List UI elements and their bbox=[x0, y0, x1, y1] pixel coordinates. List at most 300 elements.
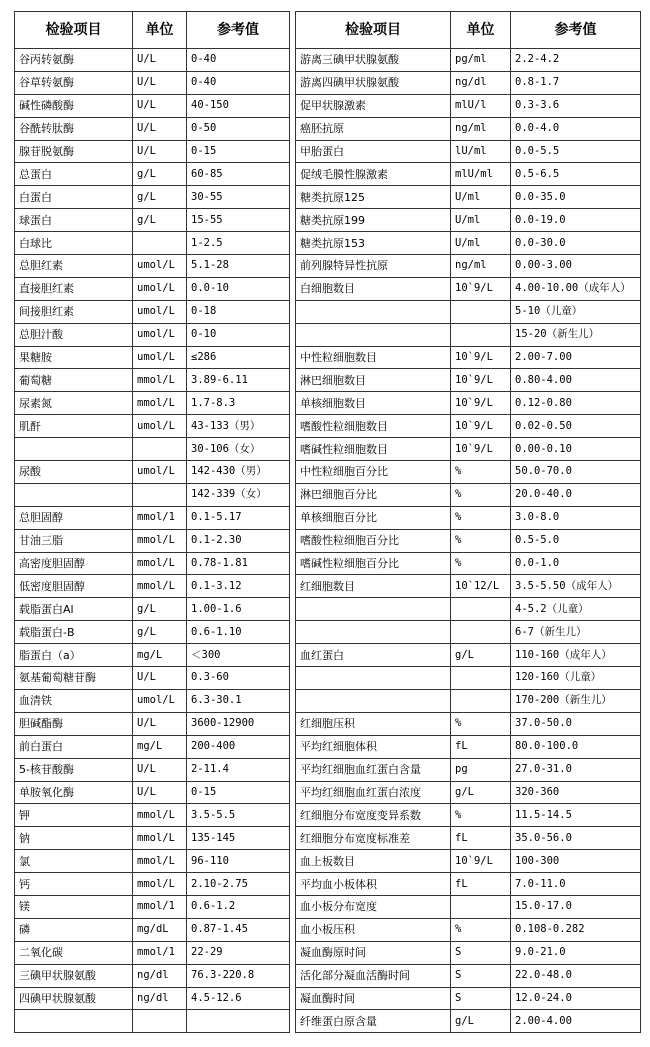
table-row bbox=[15, 232, 290, 255]
test-unit: ng/dl bbox=[451, 71, 511, 94]
test-unit: g/L bbox=[133, 621, 187, 644]
reference-range: 5.1-28 bbox=[187, 255, 290, 278]
reference-range: 0-40 bbox=[187, 71, 290, 94]
test-unit: U/L bbox=[133, 71, 187, 94]
reference-range: 0.0-10 bbox=[187, 277, 290, 300]
test-unit bbox=[451, 689, 511, 712]
reference-range: 2.10-2.75 bbox=[187, 873, 290, 896]
test-item-name: 前列腺特异性抗原 bbox=[296, 255, 451, 278]
table-row bbox=[296, 1010, 641, 1033]
test-unit: S bbox=[451, 964, 511, 987]
test-item-name: 胆碱酯酶 bbox=[15, 712, 133, 735]
table-row bbox=[296, 529, 641, 552]
reference-range: 2.2-4.2 bbox=[511, 49, 641, 72]
table-row bbox=[296, 232, 641, 255]
test-item-name: 游离四碘甲状腺氨酸 bbox=[296, 71, 451, 94]
reference-range: 12.0-24.0 bbox=[511, 987, 641, 1010]
test-unit: g/L bbox=[133, 163, 187, 186]
reference-range: 1.00-1.6 bbox=[187, 598, 290, 621]
test-item-name: 甘油三脂 bbox=[15, 529, 133, 552]
test-item-name: 血小板压积 bbox=[296, 918, 451, 941]
reference-range: 3.0-8.0 bbox=[511, 506, 641, 529]
test-item-name: 白球比 bbox=[15, 232, 133, 255]
reference-range: 0.108-0.282 bbox=[511, 918, 641, 941]
reference-range: 20.0-40.0 bbox=[511, 483, 641, 506]
test-unit: ng/ml bbox=[451, 117, 511, 140]
test-item-name: 肌酐 bbox=[15, 415, 133, 438]
table-row bbox=[296, 964, 641, 987]
table-row bbox=[15, 827, 290, 850]
test-item-name: 尿酸 bbox=[15, 461, 133, 484]
test-item-name bbox=[15, 438, 133, 461]
table-row bbox=[296, 71, 641, 94]
item-header: 检验项目 bbox=[15, 12, 133, 49]
reference-range: 100-300 bbox=[511, 850, 641, 873]
reference-range: 15-20（新生儿） bbox=[511, 323, 641, 346]
table-row bbox=[15, 644, 290, 667]
reference-range: 0.12-0.80 bbox=[511, 392, 641, 415]
reference-range: 0.5-5.0 bbox=[511, 529, 641, 552]
test-item-name: 镁 bbox=[15, 895, 133, 918]
test-unit: g/L bbox=[451, 644, 511, 667]
reference-range: 0-15 bbox=[187, 140, 290, 163]
test-item-name: 总胆固醇 bbox=[15, 506, 133, 529]
test-item-name: 高密度胆固醇 bbox=[15, 552, 133, 575]
test-item-name bbox=[296, 300, 451, 323]
reference-range: 60-85 bbox=[187, 163, 290, 186]
reference-range: 200-400 bbox=[187, 735, 290, 758]
test-item-name: 总胆汁酸 bbox=[15, 323, 133, 346]
reference-range: 142-339（女） bbox=[187, 483, 290, 506]
test-item-name: 间接胆红素 bbox=[15, 300, 133, 323]
reference-range: 43-133（男） bbox=[187, 415, 290, 438]
test-unit: 10`9/L bbox=[451, 438, 511, 461]
reference-range: 110-160（成年人） bbox=[511, 644, 641, 667]
reference-range: 30-106（女） bbox=[187, 438, 290, 461]
test-unit: U/L bbox=[133, 781, 187, 804]
test-item-name: 谷丙转氨酶 bbox=[15, 49, 133, 72]
test-item-name: 尿素氮 bbox=[15, 392, 133, 415]
reference-range: 35.0-56.0 bbox=[511, 827, 641, 850]
table-row bbox=[15, 575, 290, 598]
table-row bbox=[15, 163, 290, 186]
test-unit: U/L bbox=[133, 758, 187, 781]
test-item-name: 平均红细胞血红蛋白浓度 bbox=[296, 781, 451, 804]
table-row bbox=[296, 49, 641, 72]
test-item-name: 甲胎蛋白 bbox=[296, 140, 451, 163]
test-unit: 10`9/L bbox=[451, 850, 511, 873]
table-row bbox=[15, 758, 290, 781]
reference-range: 0.80-4.00 bbox=[511, 369, 641, 392]
table-row bbox=[296, 552, 641, 575]
test-item-name: 总胆红素 bbox=[15, 255, 133, 278]
test-item-name bbox=[296, 323, 451, 346]
test-unit: % bbox=[451, 529, 511, 552]
test-unit bbox=[451, 323, 511, 346]
reference-range: 27.0-31.0 bbox=[511, 758, 641, 781]
table-row bbox=[15, 804, 290, 827]
test-unit: mg/L bbox=[133, 735, 187, 758]
test-item-name: 载脂蛋白Al bbox=[15, 598, 133, 621]
test-unit: umol/L bbox=[133, 461, 187, 484]
test-item-name: 葡萄糖 bbox=[15, 369, 133, 392]
reference-range: 30-55 bbox=[187, 186, 290, 209]
reference-range: 142-430（男） bbox=[187, 461, 290, 484]
test-unit: umol/L bbox=[133, 255, 187, 278]
test-unit: mmol/1 bbox=[133, 506, 187, 529]
test-unit: % bbox=[451, 552, 511, 575]
table-row bbox=[296, 438, 641, 461]
table-row bbox=[296, 163, 641, 186]
test-unit: mmol/L bbox=[133, 804, 187, 827]
reference-range: ＜300 bbox=[187, 644, 290, 667]
reference-range: 0.8-1.7 bbox=[511, 71, 641, 94]
reference-range: 0.3-3.6 bbox=[511, 94, 641, 117]
test-unit: ng/dl bbox=[133, 964, 187, 987]
reference-range: ≤286 bbox=[187, 346, 290, 369]
table-row bbox=[296, 758, 641, 781]
table-row bbox=[15, 735, 290, 758]
test-item-name: 载脂蛋白-B bbox=[15, 621, 133, 644]
table-row bbox=[15, 506, 290, 529]
test-unit: umol/L bbox=[133, 300, 187, 323]
table-row bbox=[15, 392, 290, 415]
test-unit: U/L bbox=[133, 140, 187, 163]
table-row bbox=[15, 598, 290, 621]
table-row bbox=[296, 735, 641, 758]
test-item-name: 前白蛋白 bbox=[15, 735, 133, 758]
reference-range: 0.02-0.50 bbox=[511, 415, 641, 438]
reference-range: 4.5-12.6 bbox=[187, 987, 290, 1010]
test-item-name: 活化部分凝血活酶时间 bbox=[296, 964, 451, 987]
test-item-name: 直接胆红素 bbox=[15, 277, 133, 300]
test-unit: 10`9/L bbox=[451, 346, 511, 369]
table-row bbox=[296, 873, 641, 896]
test-item-name: 血红蛋白 bbox=[296, 644, 451, 667]
test-unit: % bbox=[451, 712, 511, 735]
reference-range: 0-18 bbox=[187, 300, 290, 323]
test-item-name bbox=[296, 598, 451, 621]
table-row bbox=[296, 392, 641, 415]
reference-range: 0.00-0.10 bbox=[511, 438, 641, 461]
reference-range: 3600-12900 bbox=[187, 712, 290, 735]
test-unit: 10`12/L bbox=[451, 575, 511, 598]
test-item-name: 红细胞分布宽度标准差 bbox=[296, 827, 451, 850]
table-row bbox=[15, 621, 290, 644]
reference-range: 0.1-2.30 bbox=[187, 529, 290, 552]
test-item-name: 嗜酸性粒细胞百分比 bbox=[296, 529, 451, 552]
test-unit: mmol/1 bbox=[133, 895, 187, 918]
test-item-name: 脂蛋白（a） bbox=[15, 644, 133, 667]
test-unit: U/L bbox=[133, 712, 187, 735]
test-unit: U/L bbox=[133, 49, 187, 72]
table-row bbox=[296, 827, 641, 850]
item-header: 检验项目 bbox=[296, 12, 451, 49]
test-unit bbox=[451, 667, 511, 690]
table-row bbox=[296, 323, 641, 346]
table-row bbox=[15, 483, 290, 506]
reference-range: 0.1-3.12 bbox=[187, 575, 290, 598]
table-row bbox=[15, 781, 290, 804]
test-item-name: 白蛋白 bbox=[15, 186, 133, 209]
reference-range: 76.3-220.8 bbox=[187, 964, 290, 987]
reference-range: 4-5.2（儿童） bbox=[511, 598, 641, 621]
test-unit: ng/ml bbox=[451, 255, 511, 278]
table-row bbox=[296, 300, 641, 323]
reference-range: 6.3-30.1 bbox=[187, 689, 290, 712]
reference-range: 3.89-6.11 bbox=[187, 369, 290, 392]
test-unit: mlU/ml bbox=[451, 163, 511, 186]
test-item-name: 单核细胞百分比 bbox=[296, 506, 451, 529]
test-unit bbox=[451, 621, 511, 644]
reference-range: 0.6-1.2 bbox=[187, 895, 290, 918]
test-item-name: 红细胞分布宽度变异系数 bbox=[296, 804, 451, 827]
test-unit: pg bbox=[451, 758, 511, 781]
table-row bbox=[296, 667, 641, 690]
table-row bbox=[296, 186, 641, 209]
reference-range: 2.00-7.00 bbox=[511, 346, 641, 369]
reference-range: 2-11.4 bbox=[187, 758, 290, 781]
test-item-name: 平均红细胞血红蛋白含量 bbox=[296, 758, 451, 781]
table-row bbox=[15, 300, 290, 323]
reference-range: 0-10 bbox=[187, 323, 290, 346]
test-unit: g/L bbox=[133, 186, 187, 209]
table-row bbox=[296, 277, 641, 300]
table-row bbox=[15, 461, 290, 484]
reference-range: 22.0-48.0 bbox=[511, 964, 641, 987]
right-lab-table bbox=[295, 11, 641, 1033]
table-row bbox=[15, 186, 290, 209]
test-unit: S bbox=[451, 941, 511, 964]
test-unit: 10`9/L bbox=[451, 415, 511, 438]
test-item-name: 淋巴细胞百分比 bbox=[296, 483, 451, 506]
test-unit: pg/ml bbox=[451, 49, 511, 72]
test-item-name: 促甲状腺激素 bbox=[296, 94, 451, 117]
table-row bbox=[296, 369, 641, 392]
test-unit: 10`9/L bbox=[451, 392, 511, 415]
test-item-name: 三碘甲状腺氨酸 bbox=[15, 964, 133, 987]
unit-header: 单位 bbox=[451, 12, 511, 49]
table-row bbox=[296, 575, 641, 598]
test-unit: U/ml bbox=[451, 209, 511, 232]
test-item-name: 腺苷脱氨酶 bbox=[15, 140, 133, 163]
reference-range: 0.87-1.45 bbox=[187, 918, 290, 941]
reference-range: 0.0-5.5 bbox=[511, 140, 641, 163]
test-unit: fL bbox=[451, 827, 511, 850]
reference-range: 22-29 bbox=[187, 941, 290, 964]
table-row bbox=[296, 598, 641, 621]
reference-range: 4.00-10.00（成年人） bbox=[511, 277, 641, 300]
reference-range: 40-150 bbox=[187, 94, 290, 117]
table-row bbox=[15, 689, 290, 712]
test-item-name: 癌胚抗原 bbox=[296, 117, 451, 140]
table-row bbox=[15, 941, 290, 964]
reference-range: 96-110 bbox=[187, 850, 290, 873]
test-unit: 10`9/L bbox=[451, 369, 511, 392]
table-row bbox=[15, 140, 290, 163]
test-unit: mg/L bbox=[133, 644, 187, 667]
test-item-name: 单核细胞数目 bbox=[296, 392, 451, 415]
table-row bbox=[296, 895, 641, 918]
table-row bbox=[296, 415, 641, 438]
reference-range: 0.0-1.0 bbox=[511, 552, 641, 575]
test-item-name: 果糖胺 bbox=[15, 346, 133, 369]
test-unit: % bbox=[451, 483, 511, 506]
table-row bbox=[296, 461, 641, 484]
test-unit bbox=[451, 598, 511, 621]
reference-range: 0.5-6.5 bbox=[511, 163, 641, 186]
test-unit: g/L bbox=[451, 1010, 511, 1033]
test-unit bbox=[451, 895, 511, 918]
test-unit: % bbox=[451, 804, 511, 827]
table-row bbox=[296, 117, 641, 140]
reference-range: 0.3-60 bbox=[187, 667, 290, 690]
test-item-name: 四碘甲状腺氨酸 bbox=[15, 987, 133, 1010]
test-unit: 10`9/L bbox=[451, 277, 511, 300]
test-unit: mmol/L bbox=[133, 392, 187, 415]
table-row bbox=[15, 850, 290, 873]
table-row bbox=[296, 621, 641, 644]
test-item-name: 总蛋白 bbox=[15, 163, 133, 186]
test-item-name: 促绒毛膜性腺激素 bbox=[296, 163, 451, 186]
test-unit: umol/L bbox=[133, 415, 187, 438]
right-header-row bbox=[296, 12, 641, 49]
test-unit: mg/dL bbox=[133, 918, 187, 941]
reference-range: 0-15 bbox=[187, 781, 290, 804]
test-item-name: 中性粒细胞数目 bbox=[296, 346, 451, 369]
reference-range: 6-7（新生儿） bbox=[511, 621, 641, 644]
left-header-row bbox=[15, 12, 290, 49]
reference-range: 135-145 bbox=[187, 827, 290, 850]
table-row bbox=[15, 346, 290, 369]
test-unit: umol/L bbox=[133, 277, 187, 300]
test-item-name: 血上板数目 bbox=[296, 850, 451, 873]
test-unit bbox=[133, 1010, 187, 1033]
reference-header: 参考值 bbox=[511, 12, 641, 49]
test-item-name: 凝血酶原时间 bbox=[296, 941, 451, 964]
table-row bbox=[15, 415, 290, 438]
reference-range: 0.6-1.10 bbox=[187, 621, 290, 644]
reference-range: 80.0-100.0 bbox=[511, 735, 641, 758]
test-unit: % bbox=[451, 461, 511, 484]
test-unit: % bbox=[451, 506, 511, 529]
test-unit: mmol/L bbox=[133, 827, 187, 850]
table-row bbox=[15, 323, 290, 346]
reference-range: 2.00-4.00 bbox=[511, 1010, 641, 1033]
reference-range: 9.0-21.0 bbox=[511, 941, 641, 964]
reference-range: 3.5-5.50（成年人） bbox=[511, 575, 641, 598]
test-item-name: 平均血小板体积 bbox=[296, 873, 451, 896]
test-unit: umol/L bbox=[133, 323, 187, 346]
table-row bbox=[15, 895, 290, 918]
test-item-name: 碱性磷酸酶 bbox=[15, 94, 133, 117]
test-item-name: 嗜碱性粒细胞数目 bbox=[296, 438, 451, 461]
table-row bbox=[15, 667, 290, 690]
table-row bbox=[15, 71, 290, 94]
test-unit: fL bbox=[451, 735, 511, 758]
reference-range: 37.0-50.0 bbox=[511, 712, 641, 735]
reference-range: 1.7-8.3 bbox=[187, 392, 290, 415]
test-unit: mmol/1 bbox=[133, 941, 187, 964]
test-unit: U/L bbox=[133, 667, 187, 690]
test-item-name bbox=[15, 1010, 133, 1033]
table-row bbox=[15, 873, 290, 896]
test-unit: mmol/L bbox=[133, 529, 187, 552]
table-row bbox=[296, 987, 641, 1010]
test-item-name: 淋巴细胞数目 bbox=[296, 369, 451, 392]
test-unit: g/L bbox=[133, 598, 187, 621]
test-unit bbox=[133, 438, 187, 461]
table-row bbox=[296, 918, 641, 941]
table-row bbox=[15, 987, 290, 1010]
test-item-name bbox=[15, 483, 133, 506]
reference-range: 1-2.5 bbox=[187, 232, 290, 255]
reference-range: 0.0-35.0 bbox=[511, 186, 641, 209]
table-row bbox=[15, 438, 290, 461]
test-item-name: 氨基葡萄糖苷酶 bbox=[15, 667, 133, 690]
test-item-name: 中性粒细胞百分比 bbox=[296, 461, 451, 484]
table-row bbox=[15, 255, 290, 278]
table-row bbox=[15, 49, 290, 72]
table-row bbox=[15, 712, 290, 735]
test-item-name: 谷草转氨酶 bbox=[15, 71, 133, 94]
test-unit: mmol/L bbox=[133, 850, 187, 873]
test-item-name: 纤维蛋白原含量 bbox=[296, 1010, 451, 1033]
test-item-name: 游离三碘甲状腺氨酸 bbox=[296, 49, 451, 72]
test-unit: S bbox=[451, 987, 511, 1010]
test-unit: g/L bbox=[133, 209, 187, 232]
table-row bbox=[296, 941, 641, 964]
table-row bbox=[296, 483, 641, 506]
reference-range: 15-55 bbox=[187, 209, 290, 232]
table-row bbox=[296, 346, 641, 369]
test-item-name: 球蛋白 bbox=[15, 209, 133, 232]
table-row bbox=[296, 209, 641, 232]
reference-range: 3.5-5.5 bbox=[187, 804, 290, 827]
test-item-name: 5-核苷酸酶 bbox=[15, 758, 133, 781]
test-unit: lU/ml bbox=[451, 140, 511, 163]
table-row bbox=[15, 209, 290, 232]
reference-range: 0-50 bbox=[187, 117, 290, 140]
table-row bbox=[15, 552, 290, 575]
table-row bbox=[296, 804, 641, 827]
test-unit bbox=[451, 300, 511, 323]
test-item-name: 钙 bbox=[15, 873, 133, 896]
test-unit: g/L bbox=[451, 781, 511, 804]
test-item-name bbox=[296, 689, 451, 712]
reference-range: 0.0-19.0 bbox=[511, 209, 641, 232]
test-item-name: 钠 bbox=[15, 827, 133, 850]
test-unit: mlU/l bbox=[451, 94, 511, 117]
test-unit: mmol/L bbox=[133, 369, 187, 392]
test-unit: mmol/L bbox=[133, 552, 187, 575]
reference-range: 0.78-1.81 bbox=[187, 552, 290, 575]
table-row bbox=[15, 117, 290, 140]
test-unit: mmol/L bbox=[133, 575, 187, 598]
test-item-name: 磷 bbox=[15, 918, 133, 941]
test-unit: U/L bbox=[133, 117, 187, 140]
test-item-name: 嗜酸性粒细胞数目 bbox=[296, 415, 451, 438]
test-unit bbox=[133, 483, 187, 506]
table-row bbox=[296, 781, 641, 804]
table-row bbox=[15, 369, 290, 392]
reference-range: 320-360 bbox=[511, 781, 641, 804]
reference-range: 7.0-11.0 bbox=[511, 873, 641, 896]
test-unit: U/ml bbox=[451, 186, 511, 209]
reference-range: 15.0-17.0 bbox=[511, 895, 641, 918]
table-row bbox=[15, 918, 290, 941]
test-item-name bbox=[296, 621, 451, 644]
